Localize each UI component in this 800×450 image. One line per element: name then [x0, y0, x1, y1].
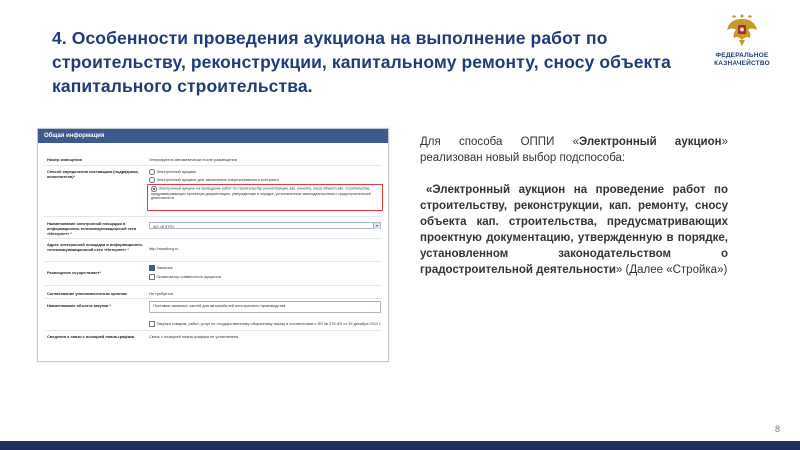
row-divider [44, 238, 382, 239]
method-option-2[interactable]: Электронный аукцион для заключения энергосервисного контракта [149, 177, 279, 183]
slide-title: 4. Особенности проведения аукциона на выполнение работ по строительству, реконструкции, капитальному ремонту, сносу объекта капитального строительства. [52, 28, 671, 96]
placed-by-option-organizer[interactable]: Организатор совместного аукциона [149, 274, 221, 280]
platform-select[interactable]: АО «ЕЭТП» [149, 222, 381, 229]
platform-name-label: Наименование электронной площадки в информационно-телекоммуникационной сети «Интернет» * [47, 221, 137, 236]
notice-number-value: Генерируется автоматически после размещения [149, 157, 237, 162]
description-paragraph-1: Для способа ОППИ «Электронный аукцион» реализован новый выбор подспособа: [420, 136, 728, 164]
row-divider [44, 261, 382, 262]
description-text [420, 134, 728, 278]
placed-by-option-customer[interactable]: Заказчик [149, 265, 172, 271]
notice-number-label: Номер извещения [47, 157, 82, 162]
placed-by-label: Размещение осуществляет* [47, 270, 101, 275]
footer-bar [0, 441, 800, 450]
procurement-form-screenshot [37, 128, 389, 362]
row-divider [44, 216, 382, 217]
eagle-emblem-icon [725, 10, 759, 50]
defense-order-checkbox[interactable]: Закупка товаров, работ, услуг по государственному оборонному заказу в соответствии с ФЗ № 275-ФЗ от 29 декабря 2012 г. [149, 321, 381, 327]
plan-schedule-label: Сведения о связи с позицией плана-графика [47, 334, 135, 339]
logo-text-line1: ФЕДЕРАЛЬНОЕ [715, 52, 769, 59]
checkbox-checked-icon[interactable] [149, 265, 155, 271]
platform-address-value: http://roseltorg.ru [149, 246, 179, 251]
method-label: Способ определения поставщика (подрядчика, исполнителя)* [47, 169, 139, 179]
checkbox-icon[interactable] [149, 274, 155, 280]
method-option-3-highlighted[interactable]: Электронный аукцион на проведение работ по строительству, реконструкции, кап. ремонту, сносу объекта кап. строительства, предусматривающих проектную документацию, утвержденную в порядке, установленном законодательством о градостроительной деятельности [147, 184, 383, 211]
row-divider [44, 330, 382, 331]
plan-schedule-value: Связь с позицией плана-графика не установлена [149, 334, 239, 339]
form-header: Общая информация [38, 129, 388, 143]
row-divider [44, 285, 382, 286]
row-divider [44, 165, 382, 166]
description-paragraph-2: «Электронный аукцион на проведение работ по строительству, реконструкции, кап. ремонту, сносу объекта кап. строительства, предусматривающих проектную документацию, утвержденную в порядке, установленном законодательством о градостроительной деятельности» (Далее «Стройка») [420, 184, 728, 276]
logo-text-line2: КАЗНАЧЕЙСТВО [714, 60, 770, 67]
platform-address-label: Адрес электронной площадки в информационно-телекоммуникационной сети «Интернет» * [47, 242, 144, 252]
method-option-1[interactable]: Электронный аукцион [149, 169, 196, 175]
radio-icon[interactable] [149, 169, 155, 175]
treasury-logo [708, 10, 776, 68]
page-number: 8 [774, 424, 780, 434]
chevron-down-icon[interactable] [373, 223, 380, 229]
procurement-object-input[interactable]: Поставка запасных частей для автомобилей иностранного производства [149, 301, 381, 313]
checkbox-icon[interactable] [149, 321, 155, 327]
procurement-object-label: Наименование объекта закупки * [47, 303, 111, 308]
coordination-value: Не требуется [149, 291, 173, 296]
row-divider [44, 298, 382, 299]
radio-icon[interactable] [149, 177, 155, 183]
coordination-label: Согласование уполномоченным органом [47, 291, 127, 296]
